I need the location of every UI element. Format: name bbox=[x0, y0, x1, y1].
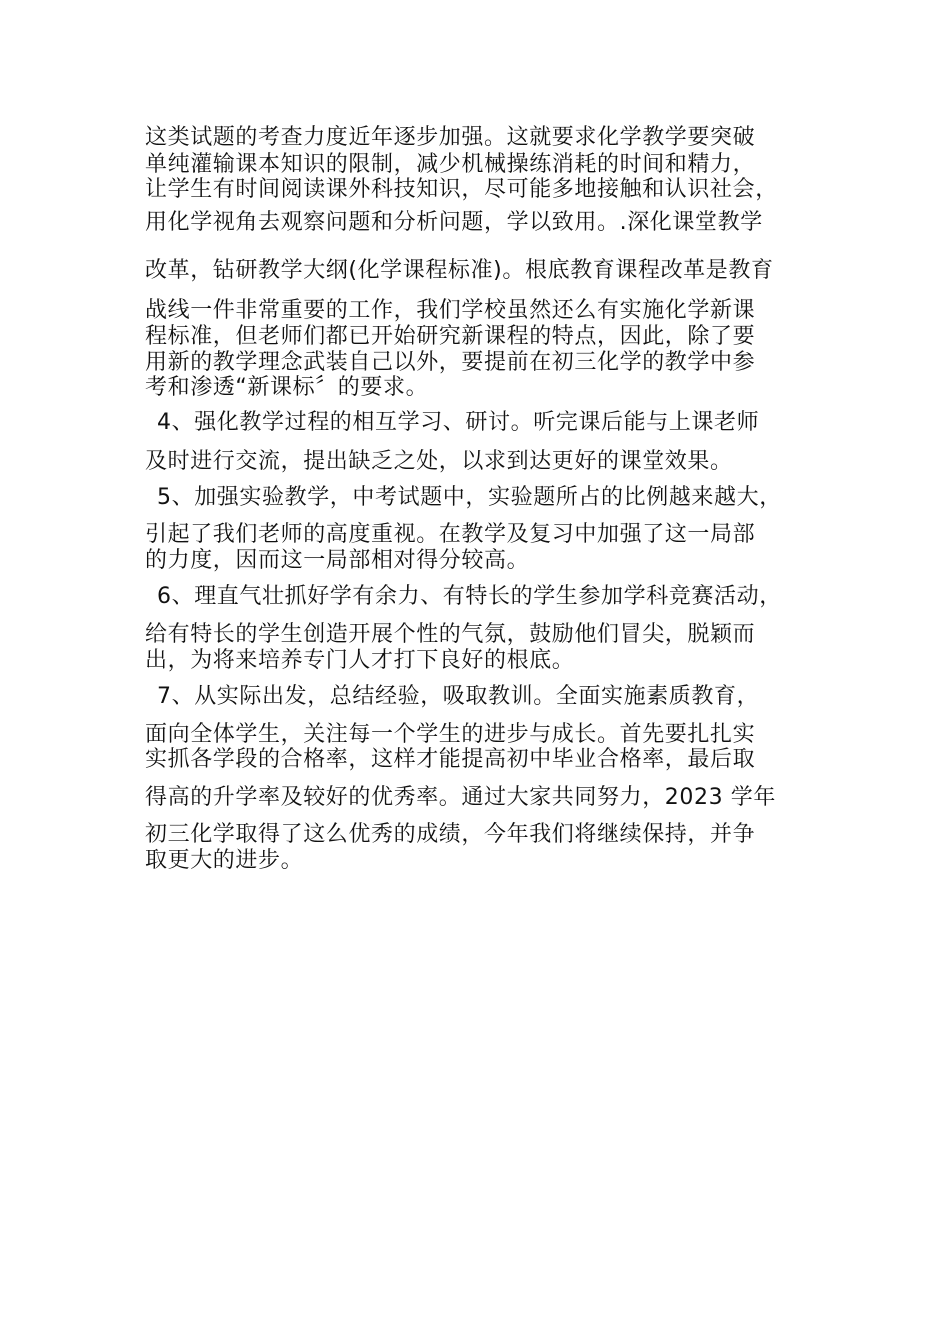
text-line: 单纯灌输课本知识的限制，减少机械操练消耗的时间和精力， bbox=[145, 152, 756, 177]
text-line: 让学生有时间阅读课外科技知识，尽可能多地接触和认识社会， bbox=[145, 177, 778, 202]
list-item-4: 4、强化教学过程的相互学习、研讨。听完课后能与上课老师 bbox=[157, 410, 760, 435]
text-line: 取更大的进步。 bbox=[145, 848, 304, 873]
text-line: 改革，钻研教学大纲(化学课程标准)。根底教育课程改革是教育 bbox=[145, 258, 774, 283]
text-line: 面向全体学生，关注每一个学生的进步与成长。首先要扎扎实 bbox=[145, 722, 756, 747]
text-line: 程标准，但老师们都已开始研究新课程的特点，因此，除了要 bbox=[145, 324, 756, 349]
text-line: 得高的升学率及较好的优秀率。通过大家共同努力，2023 学年 bbox=[145, 785, 776, 810]
text-line: 战线一件非常重要的工作，我们学校虽然还么有实施化学新课 bbox=[145, 298, 756, 323]
text-line: 给有特长的学生创造开展个性的气氛，鼓励他们冒尖，脱颖而 bbox=[145, 622, 756, 647]
text-line: 用化学视角去观察问题和分析问题，学以致用。.深化课堂教学 bbox=[145, 210, 763, 235]
list-item-6: 6、理直气壮抓好学有余力、有特长的学生参加学科竞赛活动， bbox=[157, 584, 782, 609]
text-line: 出，为将来培养专门人才打下良好的根底。 bbox=[145, 648, 575, 673]
text-line: 引起了我们老师的高度重视。在教学及复习中加强了这一局部 bbox=[145, 522, 756, 547]
text-line: 初三化学取得了这么优秀的成绩，今年我们将继续保持，并争 bbox=[145, 822, 756, 847]
text-line: 及时进行交流，提出缺乏之处，以求到达更好的课堂效果。 bbox=[145, 449, 733, 474]
text-line: 用新的教学理念武装自己以外，要提前在初三化学的教学中参 bbox=[145, 350, 756, 375]
text-line: 的力度，因而这一局部相对得分较高。 bbox=[145, 548, 530, 573]
text-line: 实抓各学段的合格率，这样才能提高初中毕业合格率，最后取 bbox=[145, 747, 756, 772]
list-item-5: 5、加强实验教学，中考试题中，实验题所占的比例越来越大， bbox=[157, 485, 782, 510]
list-item-7: 7、从实际出发，总结经验，吸取教训。全面实施素质教育， bbox=[157, 684, 760, 709]
text-line: 考和渗透“新课标〞的要求。 bbox=[145, 375, 429, 400]
text-line: 这类试题的考查力度近年逐步加强。这就要求化学教学要突破 bbox=[145, 125, 756, 150]
